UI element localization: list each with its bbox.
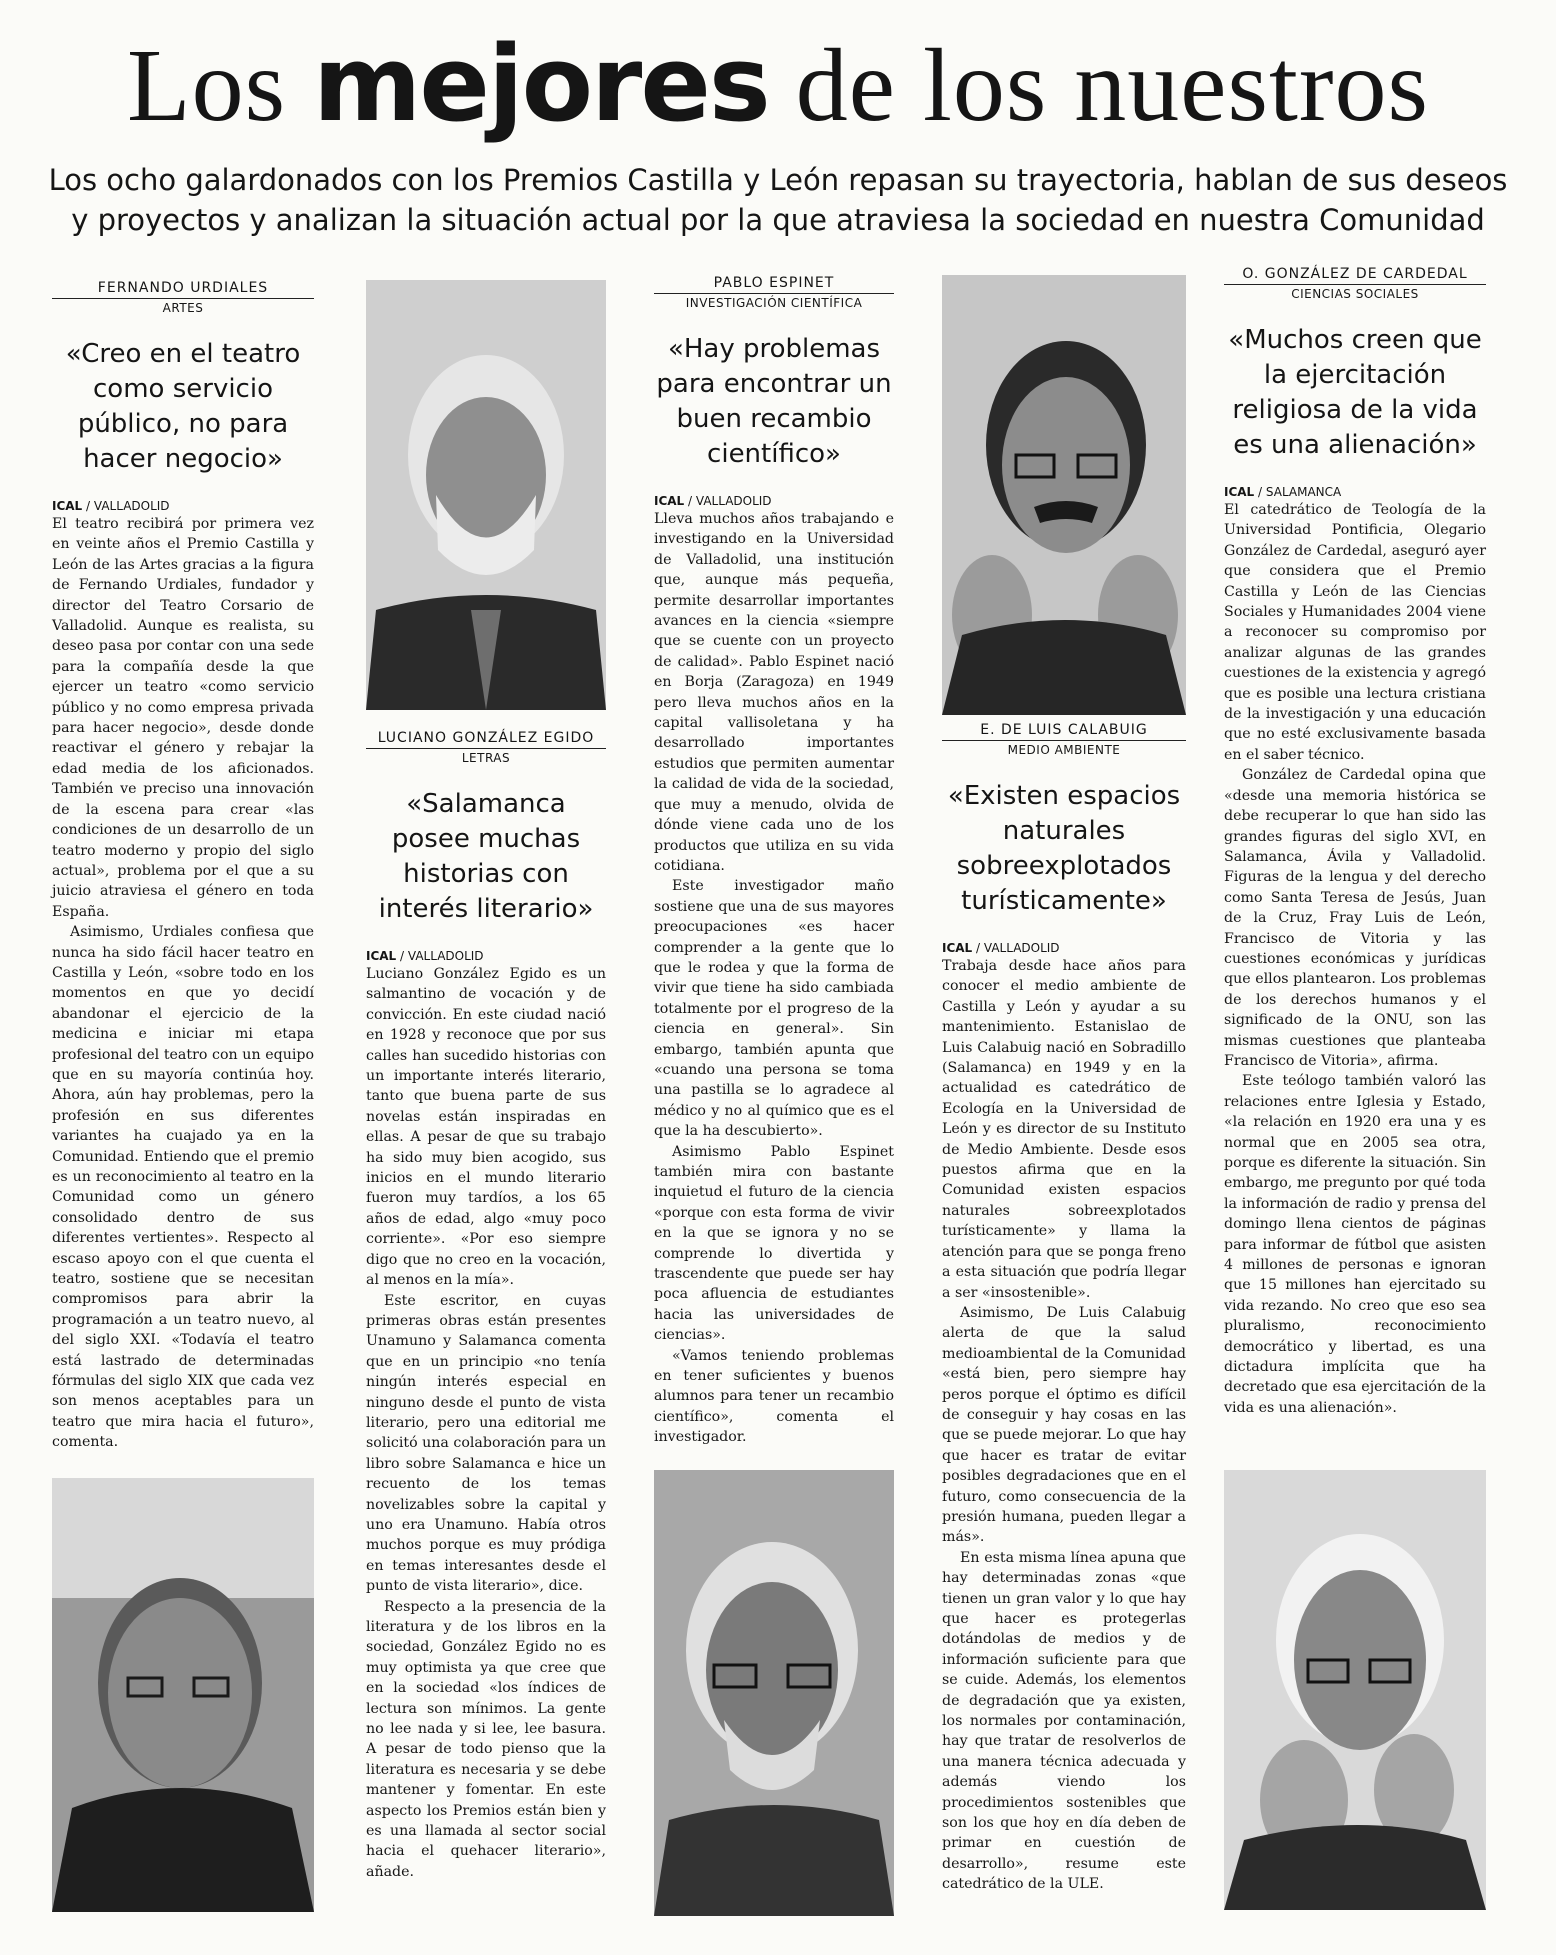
quote-calabuig: «Existen espacios naturales sobreexplotados turísticamente»	[947, 781, 1181, 916]
article-gonzalez-egido	[366, 730, 606, 1915]
dateline-espinet	[654, 494, 894, 508]
quote-espinet: «Hay problemas para encontrar un buen recambio científico»	[656, 334, 892, 469]
place-urdiales: / VALLADOLID	[82, 499, 170, 513]
article-urdiales	[52, 280, 314, 1451]
article-espinet	[654, 275, 894, 1446]
photo-cardedal	[1224, 1470, 1486, 1910]
photo-calabuig	[942, 275, 1186, 715]
byline-urdiales: FERNANDO URDIALES	[52, 280, 314, 299]
article-calabuig	[942, 722, 1186, 1917]
headline-part-2: de los nuestros	[768, 28, 1429, 143]
paragraph: Asimismo Pablo Espinet también mira con bastante inquietud el futuro de la ciencia «porque con esta forma de vivir en la que se ignora y no se comprende lo divertida y trascendente que puede ser hay poca afluencia de estudiantes hacia las universidades de ciencias».	[654, 1143, 894, 1344]
agency-gonzalez-egido: ICAL	[366, 949, 397, 963]
headline	[0, 24, 1556, 146]
byline-espinet: PABLO ESPINET	[654, 275, 894, 294]
deck-subheadline: Los ocho galardonados con los Premios Castilla y León repasan su trayectoria, hablan de sus deseos y proyectos y analizan la situación actual por la que atraviesa la sociedad en nuestra Comunidad	[48, 163, 1508, 237]
quote-gonzalez-egido: «Salamanca posee muchas historias con interés literario»	[378, 789, 594, 924]
quote-cardedal: «Muchos creen que la ejercitación religiosa de la vida es una alienación»	[1228, 325, 1482, 460]
place-calabuig: / VALLADOLID	[972, 941, 1060, 955]
paragraph: El catedrático de Teología de la Universidad Pontificia, Olegario González de Cardedal, aseguró ayer que considera que el Premio Castilla y León de las Ciencias Sociales y Humanidades 2004 viene a reconocer su compromiso por analizar algunas de las grandes cuestiones de la existencia y agregó que es posible una lectura cristiana de la investigación y una educación que no esté exclusivamente basada en el saber técnico.	[1224, 502, 1486, 763]
article-cardedal	[1224, 266, 1486, 1456]
headline-part-1: Los	[127, 28, 314, 143]
dateline-gonzalez-egido	[366, 949, 606, 963]
section-urdiales: ARTES	[162, 301, 204, 315]
agency-cardedal: ICAL	[1224, 485, 1255, 499]
section-gonzalez-egido: LETRAS	[461, 751, 511, 765]
quote-urdiales: «Creo en el teatro como servicio público, no para hacer negocio»	[65, 339, 301, 474]
agency-calabuig: ICAL	[942, 941, 973, 955]
body-gonzalez-egido	[366, 964, 606, 1882]
byline-calabuig: E. DE LUIS CALABUIG	[942, 722, 1186, 741]
paragraph: Este teólogo también valoró las relaciones entre Iglesia y Estado, «la relación en 1920 era una y es normal que en 2005 sea otra, porque es diferente la situación. Sin embargo, me pregunto por qué toda la información de radio y prensa del domingo llena cientos de páginas para informar de fútbol que asisten 4 millones de personas e ignoran que 15 millones han ejercitado su vida rezando. No creo que eso sea pluralismo, reconocimiento democrático y libertad, es una dictadura implícita que ha decretado que esa ejercitación de la vida es una alienación».	[1224, 1073, 1486, 1416]
photo-espinet	[654, 1470, 894, 1916]
paragraph: Este escritor, en cuyas primeras obras están presentes Unamuno y Salamanca comenta que en un principio «no tenía ningún interés especial en ninguno desde el punto de vista literario, pero una editorial me solicitó una colaboración para un libro sobre Salamanca e hice un recuento de los temas novelizables sobre la capital y uno era Unamuno. Había otros muchos porque es muy pródiga en temas interesantes desde el punto de vista literario», dice.	[366, 1292, 606, 1595]
paragraph: Trabaja desde hace años para conocer el medio ambiente de Castilla y León y ayudar a su mantenimiento. Estanislao de Luis Calabuig nació en Sobradillo (Salamanca) en 1949 y en la actualidad es catedrático de Ecología en la Universidad de León y es director de su Instituto de Medio Ambiente. Desde esos puestos afirma que en la Comunidad existen espacios naturales sobreexplotados turísticamente» y llama la atención para que se ponga freno a esta situación que podría llegar a ser «insostenible».	[942, 958, 1186, 1301]
section-calabuig: MEDIO AMBIENTE	[1007, 743, 1121, 757]
paragraph: En esta misma línea apuna que hay determinadas zonas «que tienen un gran valor y lo que hay que hacer es protegerlas dotándolas de medios y de información suficiente para que se cuide. Además, los elementos de degradación que ya existen, los normales por contaminación, hay que tratar de resolverlos de una manera técnica adecuada y además viendo los procedimientos sostenibles que son los que hoy en día deben de primar en cuestión de desarrollo», resume este catedrático de la ULE.	[942, 1549, 1186, 1893]
body-calabuig	[942, 956, 1186, 1895]
paragraph: Asimismo, Urdiales confiesa que nunca ha sido fácil hacer teatro en Castilla y León, «sobre todo en los momentos en que yo decidí abandonar el ejercicio de la medicina e iniciar mi etapa profesional del teatro con un equipo que en su mayoría continúa hoy. Ahora, aún hay problemas, pero la profesión en sus diferentes variantes ha cuajado ya en la Comunidad. Entiendo que el premio es un reconocimiento al teatro en la Comunidad como un género consolidado dentro de sus diferentes vertientes». Respecto al escaso apoyo con el que cuenta el teatro, sostiene que se necesitan compromisos para abrir la programación a un teatro nuevo, al del siglo XXI. «Todavía el teatro está lastrado de determinadas fórmulas del siglo XIX que cada vez son menos aceptables para un teatro que mira hacia el futuro», comenta.	[52, 924, 314, 1451]
section-espinet: INVESTIGACIÓN CIENTÍFICA	[685, 296, 863, 310]
body-urdiales	[52, 514, 314, 1453]
body-espinet	[654, 509, 894, 1448]
photo-gonzalez-egido	[366, 280, 606, 710]
paragraph: El teatro recibirá por primera vez en veinte años el Premio Castilla y León de las Artes gracias a la figura de Fernando Urdiales, fundador y director del Teatro Corsario de Valladolid. Aunque es realista, su deseo pasa por contar con una sede para la compañía desde la que ejercer un teatro «como servicio público y no como empresa privada para hacer negocio», desde donde reactivar el género y rebajar la edad media de los aficionados. También ve preciso una innovación de la escena para crear «las condiciones de un desarrollo de un teatro moderno y propio del siglo actual», problema por el que a su juicio atraviesa el género en toda España.	[52, 516, 314, 920]
byline-gonzalez-egido: LUCIANO GONZÁLEZ EGIDO	[366, 730, 606, 749]
paragraph: González de Cardedal opina que «desde una memoria histórica se debe recuperar lo que han sido las grandes figuras del siglo XVI, en Salamanca, Ávila y Valladolid. Figuras de la lengua y del derecho como Santa Teresa de Jesús, Juan de la Cruz, Fray Luis de León, Francisco de Vitoria y las cuestiones económicas y jurídicas que ellos plantearon. Los problemas de los derechos humanos y el significado de la ONU, son las mismas cuestiones que planteaba Francisco de Vitoria», afirma.	[1224, 767, 1486, 1069]
byline-cardedal: O. GONZÁLEZ DE CARDEDAL	[1224, 266, 1486, 285]
paragraph: «Vamos teniendo problemas en tener suficientes y buenos alumnos para tener un recambio científico», comenta el investigador.	[654, 1347, 894, 1446]
place-cardedal: / SALAMANCA	[1254, 485, 1342, 499]
paragraph: Lleva muchos años trabajando e investigando en la Universidad de Valladolid, una institución que, aunque más pequeña, permite desarrollar importantes avances en la ciencia «siempre que se cuente con un proyecto de calidad». Pablo Espinet nació en Borja (Zaragoza) en 1949 pero lleva muchos años en la capital vallisoletana y ha desarrollado importantes estudios que permiten aumentar la calidad de vida de la sociedad, que muy a menudo, olvida de dónde viene cada uno de los productos que utiliza en su vida cotidiana.	[654, 511, 894, 874]
paragraph: Respecto a la presencia de la literatura y de los libros en la sociedad, González Egido no es muy optimista ya que cree que en la sociedad «los índices de lectura son mínimos. La gente no lee nada y si lee, lee basura. A pesar de todo pienso que la literatura es necesaria y se debe mantener y fomentar. En este aspecto los Premios están bien y es una llamada al sector social hacia el quehacer literario», añade.	[366, 1598, 606, 1880]
photo-urdiales	[52, 1478, 314, 1912]
headline-bold: mejores	[313, 23, 769, 145]
paragraph: Luciano González Egido es un salmantino de vocación y de convicción. En este ciudad nació en 1928 y reconoce que por sus calles han sucedido historias con un importante interés literario, tanto que buena parte de sus novelas están inspiradas en ellas. A pesar de que su trabajo ha sido muy bien acogido, sus inicios en el mundo literario fueron muy tardíos, a los 65 años de edad, algo «muy poco corriente». «Por eso siempre digo que no creo en la vocación, al menos en la mía».	[366, 966, 606, 1289]
place-espinet: / VALLADOLID	[684, 494, 772, 508]
dateline-cardedal	[1224, 485, 1486, 499]
place-gonzalez-egido: / VALLADOLID	[396, 949, 484, 963]
dateline-calabuig	[942, 941, 1186, 955]
agency-urdiales: ICAL	[52, 499, 83, 513]
section-cardedal: CIENCIAS SOCIALES	[1291, 287, 1419, 301]
agency-espinet: ICAL	[654, 494, 685, 508]
dateline-urdiales	[52, 499, 314, 513]
body-cardedal	[1224, 500, 1486, 1418]
paragraph: Asimismo, De Luis Calabuig alerta de que la salud medioambiental de la Comunidad «está bien, pero siempre hay peros porque el óptimo es difícil de conseguir y hay cosas en las que se puede mejorar. Lo que hay que hacer es tratar de evitar posibles degradaciones que en el futuro, como consecuencia de la presión humana, pueden llegar a más».	[942, 1304, 1186, 1546]
paragraph: Este investigador maño sostiene que una de sus mayores preocupaciones «es hacer comprender a la gente que lo que le rodea y que la forma de vivir que tiene ha sido cambiada totalmente por el progreso de la ciencia en general». Sin embargo, también apunta que «cuando una persona se toma una pastilla se lo agradece al médico y no al químico que es el que la ha descubierto».	[654, 878, 894, 1140]
